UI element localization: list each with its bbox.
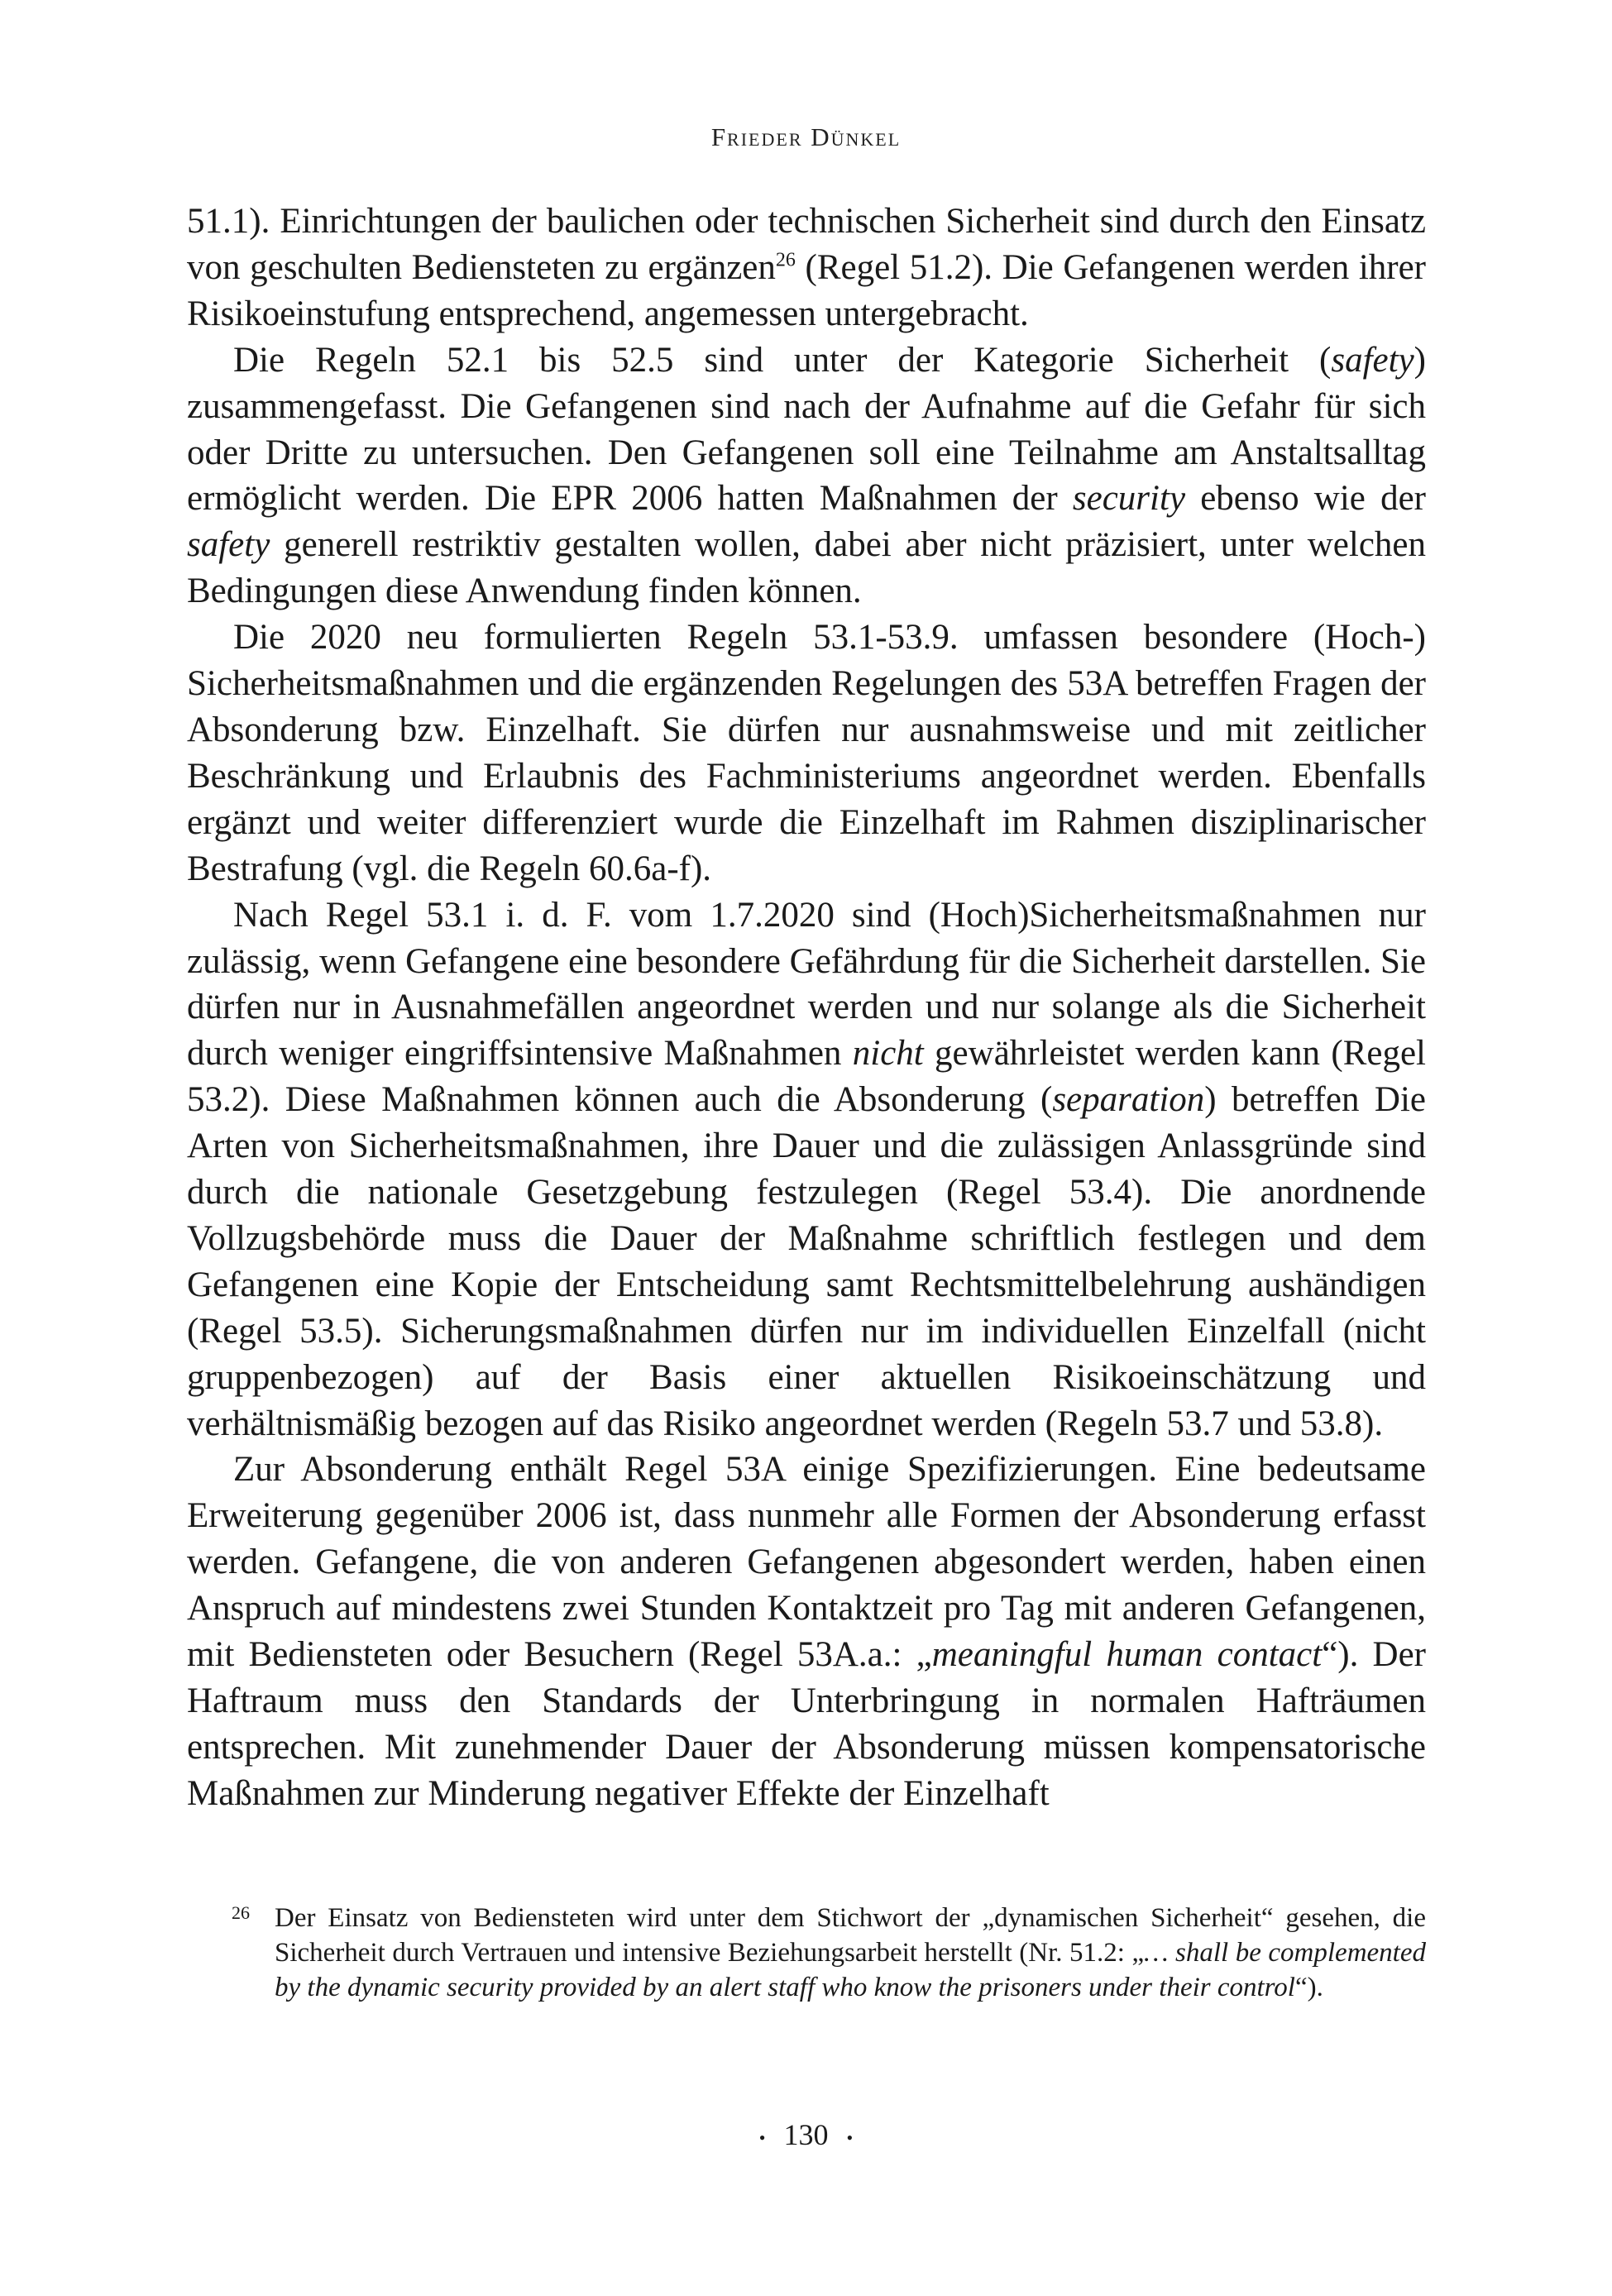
main-text	[187, 199, 1426, 1817]
paragraph: Die 2020 neu formulierten Regeln 53.1-53.9. umfassen besondere (Hoch-) Sicherheitsmaßnahmen und die ergänzenden Regelungen des 53A betreffen Fragen der Absonderung bzw. Einzelhaft. Sie dürfen nur ausnahmsweise und mit zeitlicher Beschränkung und Erlaubnis des Fachministeriums angeordnet werden. Ebenfalls ergänzt und weiter differenziert wurde die Einzelhaft im Rahmen disziplinarischer Bestrafung (vgl. die Regeln 60.6a-f).	[187, 618, 1426, 888]
running-head: Frieder Dünkel	[710, 122, 902, 151]
page-number	[0, 2117, 1612, 2152]
footnotes	[232, 1901, 1426, 2005]
bullet-right: •	[846, 2126, 854, 2148]
paragraph: Die Regeln 52.1 bis 52.5 sind unter der Kategorie Sicherheit (safety) zusammengefasst. Die Gefangenen sind nach der Aufnahme auf die Gefahr für sich oder Dritte zu untersuchen. Den Gefangenen soll eine Teilnahme am Anstaltsalltag ermöglicht werden. Die EPR 2006 hatten Maßnahmen der security ebenso wie der safety generell restriktiv gestalten wollen, dabei aber nicht präzisiert, unter welchen Bedingungen diese Anwendung finden können.	[187, 340, 1426, 611]
bullet-left: •	[758, 2126, 766, 2148]
footnote: 26 Der Einsatz von Bediensteten wird unter dem Stichwort der „dynamischen Sicherheit“ gesehen, die Sicherheit durch Vertrauen und intensive Beziehungsarbeit herstellt (Nr. 51.2: „… shall be complemented by the dynamic security provided by an alert staff who know the prisoners under their control“).	[232, 1901, 1426, 2005]
page-number-value: 130	[783, 2118, 829, 2151]
paragraph: Nach Regel 53.1 i. d. F. vom 1.7.2020 sind (Hoch)Sicherheitsmaßnahmen nur zulässig, wenn Gefangene eine besondere Gefährdung für die Sicherheit darstellen. Sie dürfen nur in Ausnahmefällen angeordnet werden und nur solange als die Sicherheit durch weniger eingriffsintensive Maßnahmen nicht gewährleistet werden kann (Regel 53.2). Diese Maßnahmen können auch die Absonderung (separation) betreffen Die Arten von Sicherheitsmaßnahmen, ihre Dauer und die zulässigen Anlassgründe sind durch die nationale Gesetzgebung festzulegen (Regel 53.4). Die anordnende Vollzugsbehörde muss die Dauer der Maßnahme schriftlich festlegen und dem Gefangenen eine Kopie der Entscheidung samt Rechtsmittelbelehrung aushändigen (Regel 53.5). Sicherungsmaßnahmen dürfen nur im individuellen Einzelfall (nicht gruppenbezogen) auf der Basis einer aktuellen Risikoeinschätzung und verhältnismäßig bezogen auf das Risiko angeordnet werden (Regeln 53.7 und 53.8).	[187, 895, 1426, 1443]
paragraph: Zur Absonderung enthält Regel 53A einige Spezifizierungen. Eine bedeutsame Erweiterung gegenüber 2006 ist, dass nunmehr alle Formen der Absonderung erfasst werden. Gefangene, die von anderen Gefangenen abgesondert werden, haben einen Anspruch auf mindestens zwei Stunden Kontaktzeit pro Tag mit anderen Gefangenen, mit Bediensteten oder Besuchern (Regel 53A.a.: „meaningful human contact“). Der Haftraum muss den Standards der Unterbringung in normalen Hafträumen entsprechen. Mit zunehmender Dauer der Absonderung müssen kompensatorische Maßnahmen zur Minderung negativer Effekte der Einzelhaft	[187, 1450, 1426, 1813]
footnote-number: 26	[232, 1902, 250, 1923]
paragraph: 51.1). Einrichtungen der baulichen oder technischen Sicherheit sind durch den Einsatz von geschulten Bediensteten zu ergänzen$^{26}$ (Regel 51.2). Die Gefangenen werden ihrer Risikoeinstufung entsprechend, angemessen untergebracht.	[187, 202, 1426, 333]
footnote-reference: 26	[775, 249, 796, 271]
